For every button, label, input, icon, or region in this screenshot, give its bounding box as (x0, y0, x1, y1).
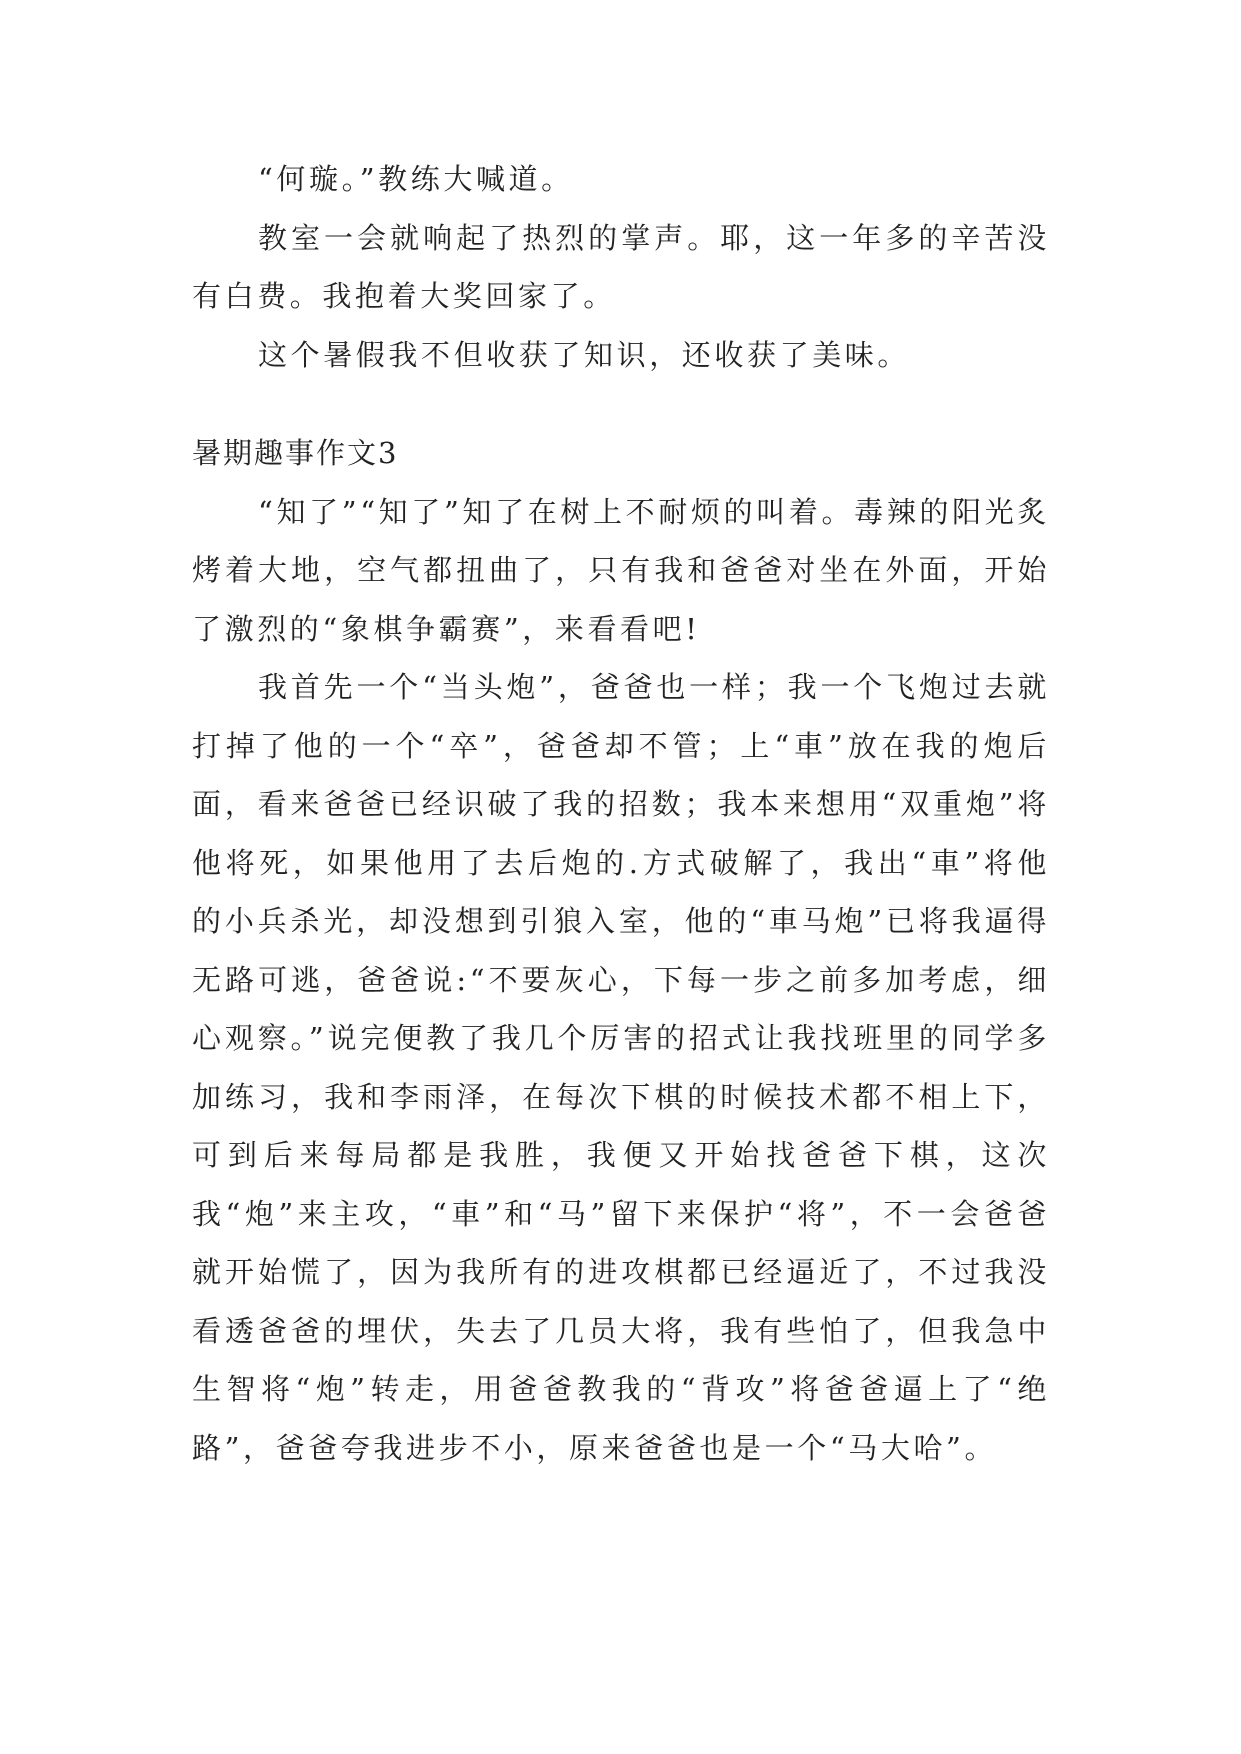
paragraph-summer-gain: 这个暑假我不但收获了知识，还收获了美味。 (258, 337, 911, 372)
essay-heading: 暑期趣事作文3 (192, 436, 399, 470)
paragraph-chess-game: 我首先一个“当头炮”，爸爸也一样；我一个飞炮过去就打掉了他的一个“卒”，爸爸却不管；上“車”放在我的炮后面，看来爸爸已经识破了我的招数；我本来想用“双重炮”将他将死，如果他用了去后炮的.方式破解了，我出“車”将他的小兵杀光，却没想到引狼入室，他的“車马炮”已将我逼得无路可逃，爸爸说:“不要灰心，下每一步之前多加考虑，细心观察。”说完便教了我几个厉害的招式让我找班里的同学多加练习，我和李雨泽，在每次下棋的时候技术都不相上下，可到后来每局都是我胜，我便又开始找爸爸下棋，这次我“炮”来主攻，“車”和“马”留下来保护“将”，不一会爸爸就开始慌了，因为我所有的进攻棋都已经逼近了，不过我没看透爸爸的埋伏，失去了几员大将，我有些怕了，但我急中生智将“炮”转走，用爸爸教我的“背攻”将爸爸逼上了“绝路”，爸爸夸我进步不小，原来爸爸也是一个“马大哈”。 (192, 670, 1050, 1465)
paragraph-applause: 教室一会就响起了热烈的掌声。耶，这一年多的辛苦没有白费。我抱着大奖回家了。 (192, 220, 1050, 313)
paragraph-coach-shout: “何璇。”教练大喊道。 (258, 162, 574, 196)
paragraph-cicadas: “知了”“知了”知了在树上不耐烦的叫着。毒辣的阳光炙烤着大地，空气都扭曲了，只有我和爸爸对坐在外面，开始了激烈的“象棋争霸赛”，来看看吧! (192, 494, 1050, 646)
document-body (192, 150, 1050, 1477)
